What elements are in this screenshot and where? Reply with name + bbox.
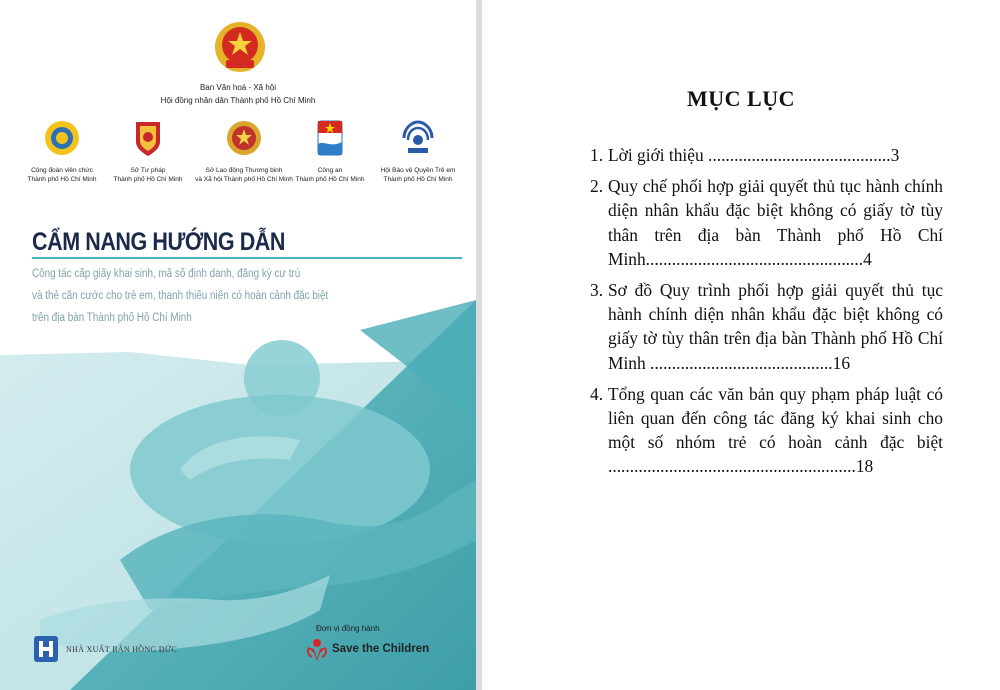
cover-subtitle-line3: trên địa bàn Thành phố Hồ Chí Minh — [32, 312, 192, 324]
org-name-line2: Thành phố Hồ Chí Minh — [295, 176, 365, 183]
toc-entry-text: Quy chế phối hợp giải quyết thủ tục hành chính diện nhân khẩu đặc biệt không có giấy tờ tùy thân trên địa bàn Thành phố Hồ Chí Minh..................................................4 — [608, 176, 943, 269]
table-of-contents-page — [482, 0, 1000, 690]
org-name-line1: Sở Lao động Thương binh — [205, 167, 283, 174]
org-name-line1: Hội Bảo vệ Quyền Trẻ em — [380, 167, 456, 174]
police-emblem-icon — [310, 118, 350, 158]
save-the-children-icon — [306, 637, 328, 661]
toc-entry[interactable] — [590, 174, 943, 271]
org-name-line2: Thành phố Hồ Chí Minh — [113, 176, 183, 183]
cover-subtitle-line2: và thẻ căn cước cho trẻ em, thanh thiếu niên có hoàn cảnh đặc biệt — [32, 290, 329, 302]
companion-name: Save the Children — [332, 643, 430, 655]
toc-entry[interactable] — [590, 382, 943, 479]
toc-entry-text: Sơ đồ Quy trình phối hợp giải quyết thủ tục hành chính diện nhân khẩu đặc biệt không có giấy tờ tùy thân trên địa bàn Thành phố Hồ Chí Minh ..........................................16 — [608, 280, 943, 373]
org-justice — [98, 118, 198, 184]
labour-emblem-icon — [224, 118, 264, 158]
toc-list — [590, 143, 943, 486]
toc-entry[interactable] — [590, 278, 943, 375]
save-the-children-logo — [306, 637, 429, 661]
cover-header-line1: Ban Văn hoá - Xã hội — [199, 83, 277, 92]
org-name-line1: Công an — [317, 167, 343, 174]
publisher-name: NHÀ XUẤT BẢN HỒNG ĐỨC — [66, 644, 178, 654]
org-name-line2: Thành phố Hồ Chí Minh — [383, 176, 453, 183]
org-name-line2: Thành phố Hồ Chí Minh — [27, 176, 97, 183]
org-child-rights — [368, 118, 468, 184]
cover-subtitle-line1: Công tác cấp giấy khai sinh, mã số định danh, đăng ký cư trú — [32, 268, 301, 280]
toc-entry-number: 3. — [590, 280, 604, 301]
org-trade-union — [12, 118, 112, 184]
cover-header-line2: Hội đồng nhân dân Thành phố Hồ Chí Minh — [160, 96, 316, 105]
title-divider — [32, 257, 462, 259]
cover-title: CẨM NANG HƯỚNG DẪN — [32, 228, 285, 256]
book-cover-page — [0, 0, 476, 690]
child-rights-emblem-icon — [398, 118, 438, 158]
toc-entry-number: 2. — [590, 176, 604, 197]
trade-union-emblem-icon — [42, 118, 82, 158]
publisher-logo-icon — [34, 636, 58, 662]
toc-title: MỤC LỤC — [687, 86, 795, 111]
org-name-line1: Công đoàn viên chức — [31, 167, 93, 174]
toc-entry[interactable] — [590, 143, 943, 167]
org-name-line1: Sở Tư pháp — [130, 167, 166, 174]
org-name-line2: và Xã hội Thành phố Hồ Chí Minh — [195, 176, 293, 183]
publisher-block — [34, 636, 177, 662]
toc-entry-text: Lời giới thiệu ..........................................3 — [608, 145, 900, 165]
justice-emblem-icon — [128, 118, 168, 158]
companion-label: Đơn vị đồng hành — [316, 624, 380, 633]
toc-entry-number: 1. — [590, 145, 604, 165]
org-police — [280, 118, 380, 184]
org-labour — [194, 118, 294, 184]
toc-entry-text: Tổng quan các văn bản quy phạm pháp luật có liên quan đến công tác đăng ký khai sinh cho một số nhóm trẻ có hoàn cảnh đặc biệt .........................................................18 — [608, 383, 943, 477]
toc-entry-number: 4. — [590, 383, 604, 404]
national-emblem-icon — [214, 20, 266, 74]
